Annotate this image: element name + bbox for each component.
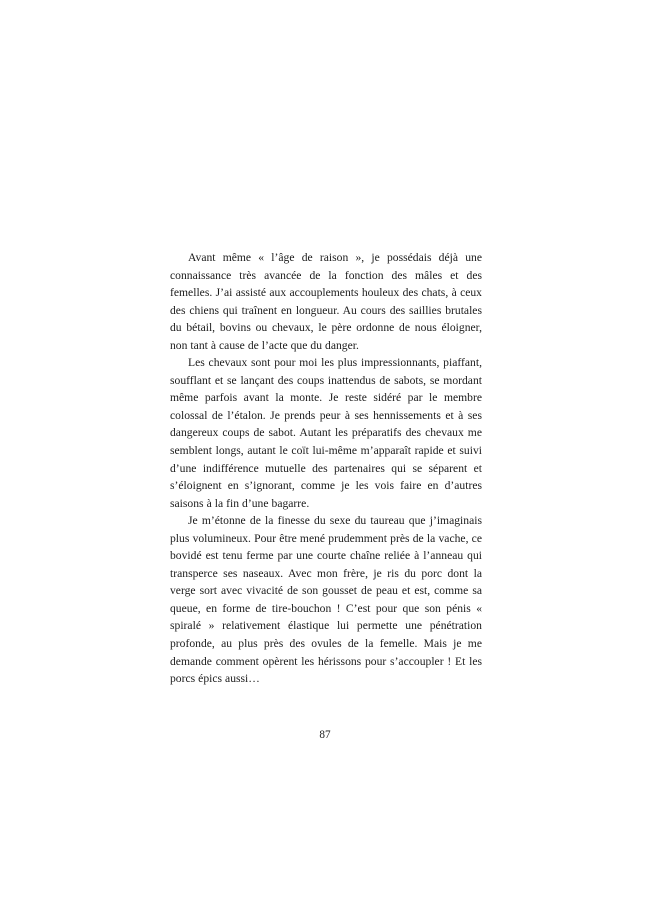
page-text-block [170, 249, 482, 688]
body-paragraph-1: Avant même « l’âge de raison », je possédais déjà une connaissance très avancée de la fonction des mâles et des femelles. J’ai assisté aux accouplements houleux des chats, à ceux des chiens qui traînent en longueur. Au cours des saillies brutales du bétail, bovins ou chevaux, le père ordonne de nous éloigner, non tant à cause de l’acte que du danger. [170, 251, 482, 352]
body-paragraph-2: Les chevaux sont pour moi les plus impressionnants, piaffant, soufflant et se lançant des coups inattendus de sabots, se mordant même parfois avant la monte. Je reste sidéré par le membre colossal de l’étalon. Je prends peur à ses hennissements et à ses dangereux coups de sabot. Autant les préparatifs des chevaux me semblent longs, autant le coït lui-même m’apparaît rapide et suivi d’une indifférence mutuelle des partenaires qui se séparent et s’éloignent en s’ignorant, comme je les vois faire en d’autres saisons à la fin d’une bagarre. [170, 356, 482, 510]
body-paragraph-3: Je m’étonne de la finesse du sexe du taureau que j’imaginais plus volumineux. Pour être mené prudemment près de la vache, ce bovidé est tenu ferme par une courte chaîne reliée à l’anneau qui transperce ses naseaux. Avec mon frère, je ris du porc dont la verge sort avec vivacité de son gousset de peau et est, comme sa queue, en forme de tire-bouchon ! C’est pour que son pénis « spiralé » relativement élastique lui permette une pénétration profonde, au plus près des ovules de la femelle. Mais je me demande comment opèrent les hérissons pour s’accoupler ! Et les porcs épics aussi… [170, 514, 482, 686]
page-number: 87 [319, 729, 331, 741]
